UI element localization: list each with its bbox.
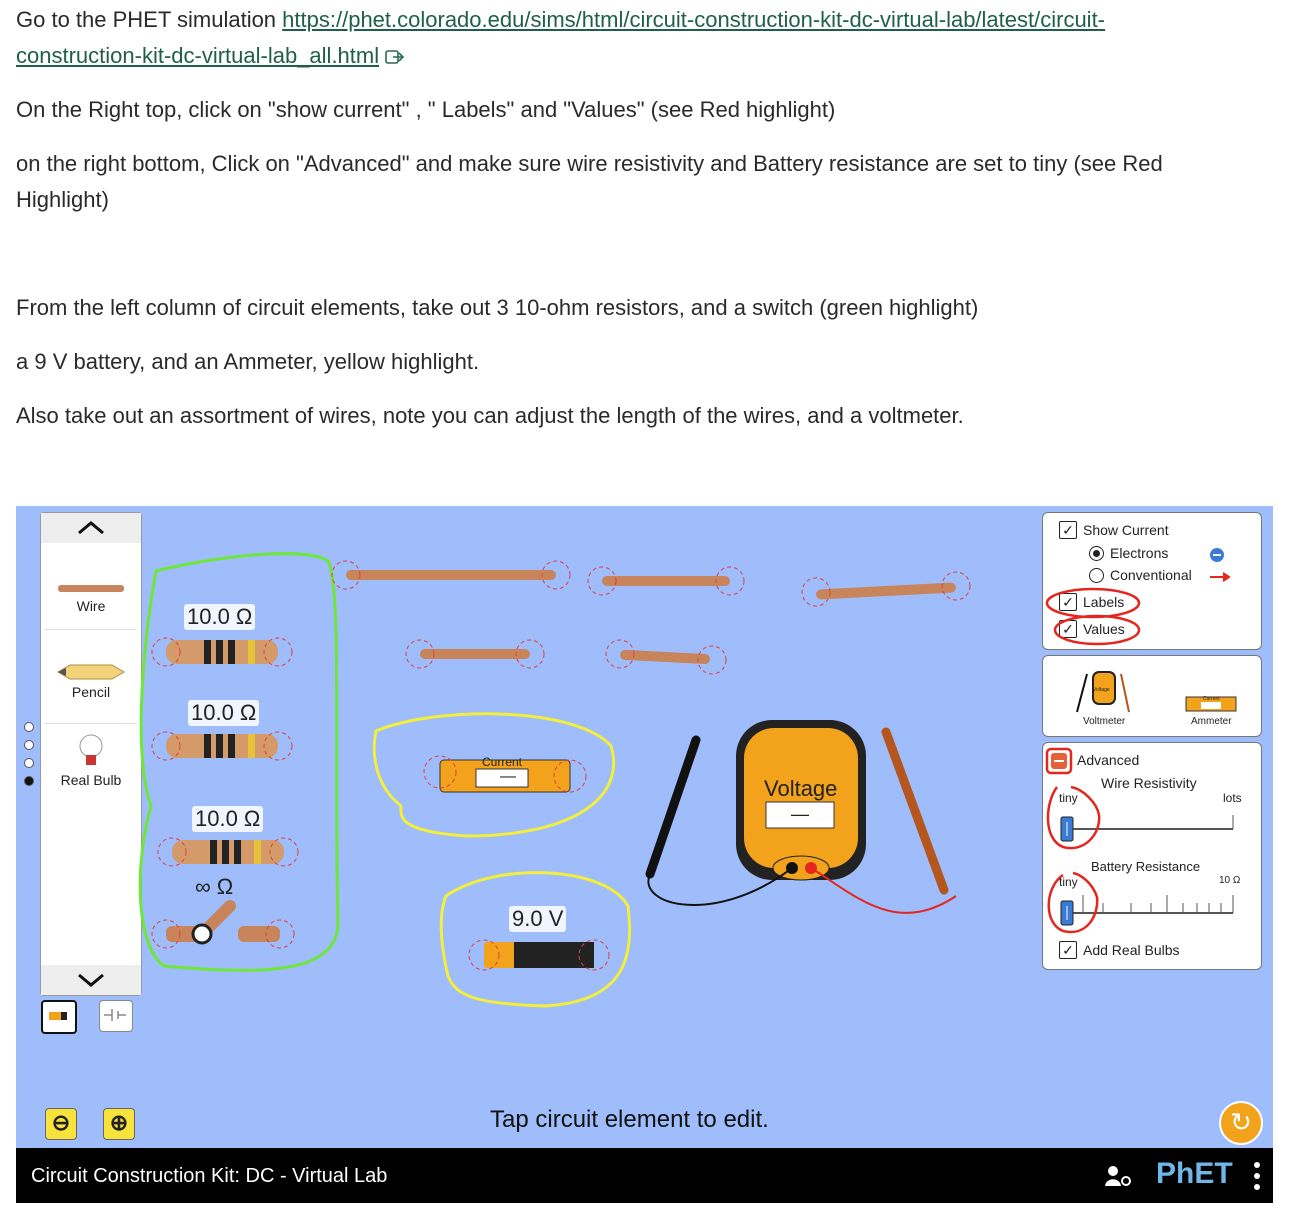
instruction-line-3: on the right bottom, Click on "Advanced" and make sure wire resistivity and Battery resistance are set to tiny (see Red — [16, 151, 1163, 176]
wire-resistivity-label: Wire Resistivity — [1101, 775, 1197, 791]
advanced-sliders — [1043, 743, 1261, 969]
wire[interactable] — [802, 572, 970, 606]
advanced-title: Advanced — [1077, 752, 1140, 768]
instruction-line-4: From the left column of circuit elements, take out 3 10-ohm resistors, and a switch (green highlight) — [16, 295, 979, 320]
voltmeter-tool-label: Voltmeter — [1083, 716, 1126, 727]
phet-simulation-screenshot — [16, 506, 1273, 1203]
carousel-item-label: Pencil — [71, 684, 111, 700]
checkmark-icon: ✓ — [1059, 521, 1077, 539]
phet-link-continued[interactable]: construction-kit-dc-virtual-lab_all.html — [16, 43, 380, 68]
resistor[interactable] — [152, 732, 292, 760]
voltmeter-icon-text: Voltage — [1093, 687, 1110, 693]
menu-icon[interactable] — [1252, 1160, 1262, 1192]
instruction-line-2: On the Right top, click on "show current" , " Labels" and "Values" (see Red highlight) — [16, 97, 836, 122]
instruction-line-5: a 9 V battery, and an Ammeter, yellow highlight. — [16, 349, 480, 374]
carousel-item-label: Real Bulb — [60, 772, 122, 788]
reset-icon: ↻ — [1230, 1107, 1252, 1137]
phet-link[interactable]: https://phet.colorado.edu/sims/html/circuit-construction-kit-dc-virtual-lab/latest/circuit- — [282, 7, 1106, 32]
red-highlight-labels-values — [1043, 513, 1261, 649]
ammeter-tool-label: Ammeter — [1191, 716, 1232, 727]
checkbox-label: Add Real Bulbs — [1083, 942, 1180, 958]
checkmark-icon: ✓ — [1059, 593, 1077, 611]
checkmark-icon: ✓ — [1059, 620, 1077, 638]
switch-value-label: ∞ Ω — [195, 874, 234, 899]
zoom-in-icon: ⊕ — [109, 1110, 129, 1135]
add-real-bulbs-checkbox[interactable] — [1059, 941, 1180, 959]
ammeter-probe-title: Current — [482, 755, 523, 769]
wire-resistivity-max: lots — [1223, 791, 1242, 805]
zoom-out-button[interactable] — [45, 1108, 77, 1140]
battery-resistance-slider-thumb[interactable] — [1061, 901, 1073, 925]
sensor-toolbox-panel — [1042, 655, 1262, 737]
yellow-highlight-battery — [441, 873, 629, 1006]
resistor-value-label: 10.0 Ω — [184, 604, 255, 630]
radio-label: Conventional — [1110, 567, 1192, 583]
wire[interactable] — [406, 640, 544, 668]
wire[interactable] — [332, 561, 570, 589]
battery-resistance-label: Battery Resistance — [1091, 859, 1201, 874]
switch[interactable] — [152, 906, 294, 948]
red-highlight-wire — [1048, 787, 1099, 848]
instruction-text: Go to the PHET simulation — [16, 7, 283, 32]
preferences-icon[interactable] — [1104, 1164, 1132, 1188]
instruction-line-1 — [16, 2, 1105, 38]
resistor[interactable] — [158, 838, 298, 866]
wire-resistivity-min: tiny — [1059, 791, 1078, 805]
external-link-icon[interactable] — [385, 49, 405, 65]
resistor-value-label: 10.0 Ω — [188, 700, 259, 726]
ammeter-icon-text: Current — [1203, 696, 1220, 702]
battery[interactable] — [469, 940, 609, 970]
sim-title: Circuit Construction Kit: DC - Virtual Lab — [31, 1165, 388, 1187]
battery-resistance-min: tiny — [1059, 875, 1078, 889]
radio-label: Electrons — [1110, 545, 1169, 561]
hint-text: Tap circuit element to edit. — [490, 1106, 769, 1133]
zoom-in-button[interactable] — [103, 1108, 135, 1140]
ammeter-probe-reading: — — [500, 768, 516, 785]
checkbox-label: Labels — [1083, 594, 1125, 610]
phet-logo[interactable]: PhET — [1156, 1157, 1233, 1190]
instruction-line-1b — [16, 38, 405, 74]
advanced-panel — [1042, 742, 1262, 970]
instruction-line-6: Also take out an assortment of wires, note you can adjust the length of the wires, and a voltmeter. — [16, 403, 964, 428]
voltmeter-reading: — — [791, 804, 809, 824]
voltmeter-title: Voltage — [764, 776, 838, 801]
checkbox-label: Values — [1083, 621, 1125, 637]
carousel-item-label: Wire — [76, 598, 106, 614]
checkbox-label: Show Current — [1083, 522, 1169, 538]
resistor[interactable] — [152, 638, 292, 666]
zoom-out-icon: ⊖ — [51, 1110, 71, 1135]
checkmark-icon: ✓ — [1059, 941, 1077, 959]
wire[interactable] — [588, 567, 744, 595]
wire-resistivity-slider-thumb[interactable] — [1061, 817, 1073, 841]
instruction-line-3b: Highlight) — [16, 187, 109, 212]
navigation-bar — [16, 1148, 1273, 1203]
battery-value-label: 9.0 V — [509, 906, 566, 932]
battery-resistance-max: 10 Ω — [1219, 875, 1241, 886]
view-options-panel — [1042, 512, 1262, 650]
red-highlight-advanced — [1047, 749, 1071, 773]
wire[interactable] — [606, 640, 726, 674]
resistor-value-label: 10.0 Ω — [192, 806, 263, 832]
reset-all-button[interactable] — [1219, 1101, 1263, 1145]
